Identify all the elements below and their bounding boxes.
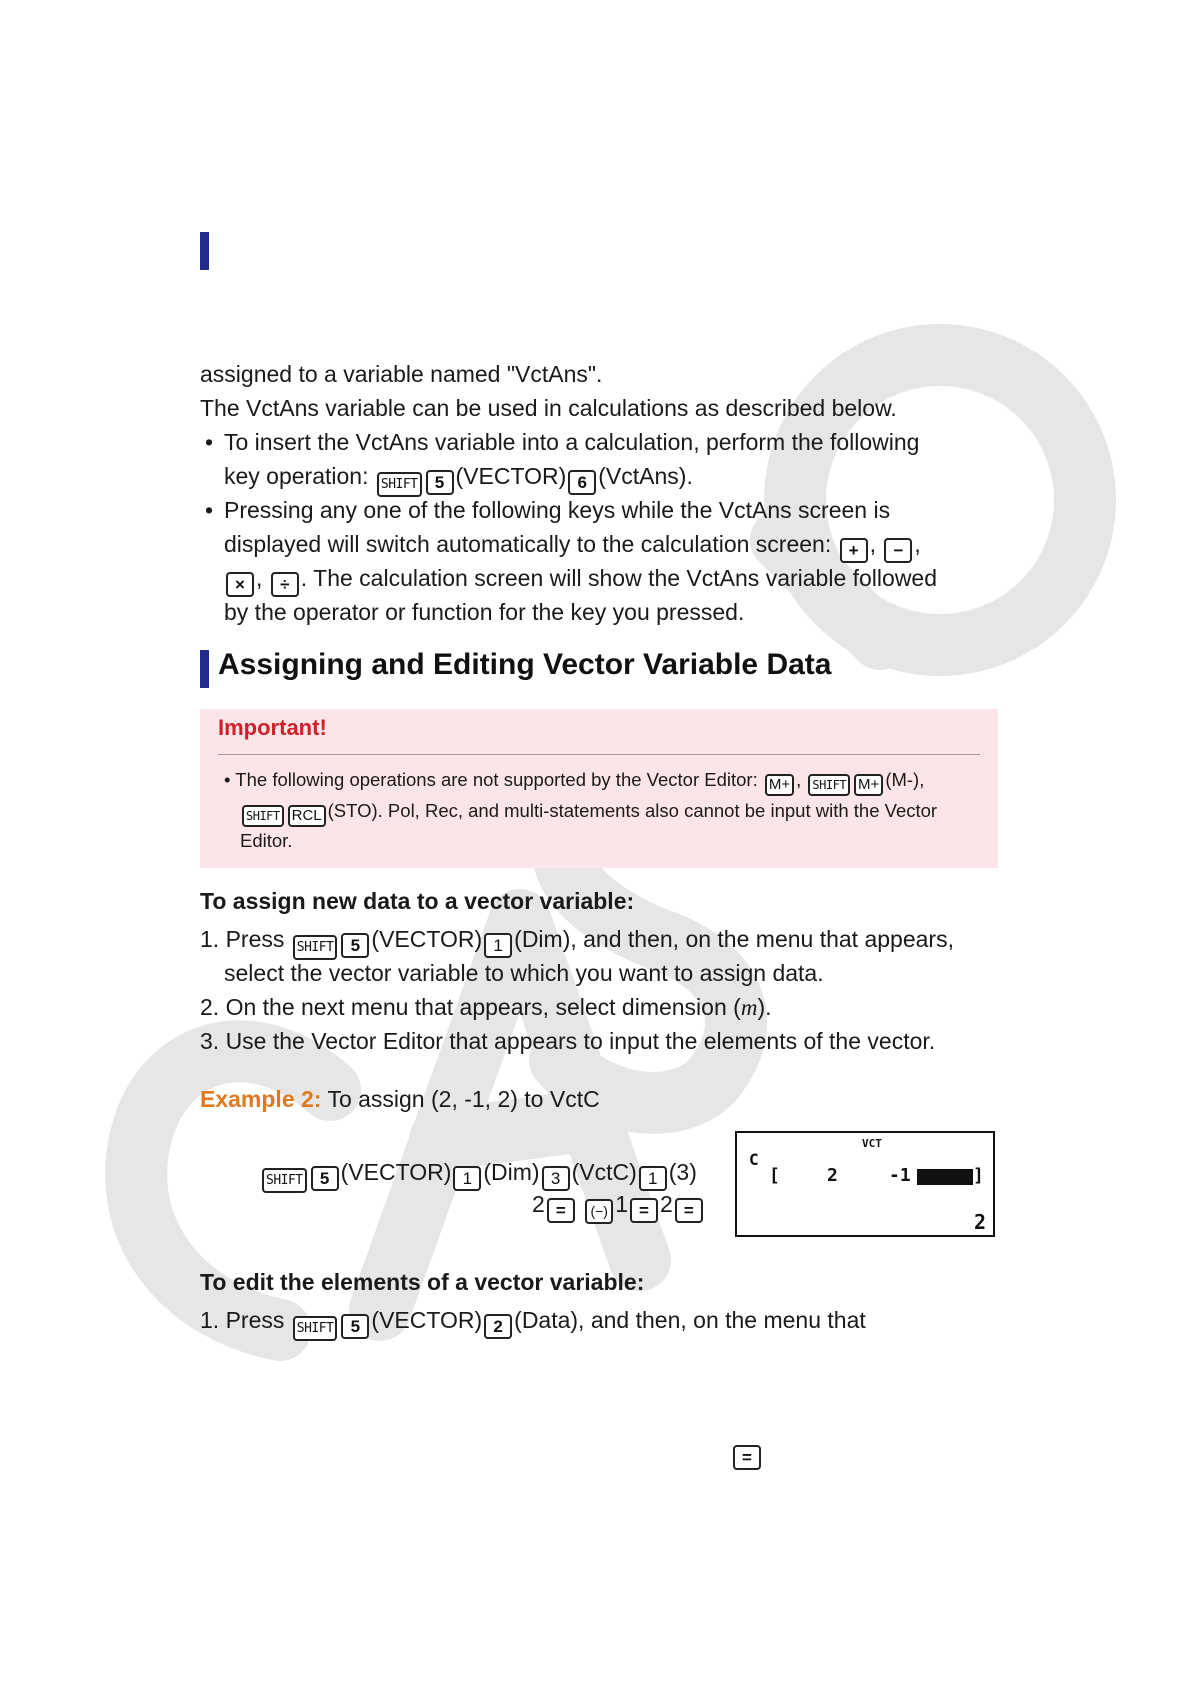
assign-step-2-text: 2. On the next menu that appears, select dimension (: [200, 994, 741, 1020]
edit-step-1: [200, 1303, 866, 1341]
bullet-dot: •: [224, 769, 231, 790]
important-line-1-text: The following operations are not supported by the Vector Editor:: [235, 769, 758, 790]
one-key-icon: 1: [484, 933, 512, 958]
shift-key-icon: SHIFT: [262, 1168, 307, 1193]
digit: 2: [659, 1191, 673, 1217]
comma: ,: [869, 531, 877, 557]
shift-key-icon: SHIFT: [808, 774, 850, 796]
heading-marker: [200, 650, 209, 688]
mminus-label: (M-),: [885, 769, 925, 790]
digit: 1: [615, 1191, 628, 1217]
assign-step-2: [200, 990, 772, 1025]
display-open-bracket: [: [769, 1165, 780, 1186]
times-key-icon: ×: [226, 572, 254, 597]
five-key-icon: 5: [311, 1166, 339, 1191]
five-key-icon: 5: [341, 933, 369, 958]
mplus-key-icon: M+: [854, 774, 883, 796]
calculator-display: [735, 1131, 995, 1237]
press-text: 1. Press: [200, 1307, 285, 1333]
vector-label: (VECTOR): [340, 1159, 452, 1185]
negative-key-icon: (−): [585, 1199, 613, 1224]
comma: ,: [914, 531, 921, 557]
shift-key-icon: SHIFT: [293, 1316, 338, 1341]
bullet2-line-1: Pressing any one of the following keys while the VctAns screen is: [224, 497, 891, 523]
bullet2-line-3-text: . The calculation screen will show the VctAns variable followed: [300, 565, 938, 591]
display-close-bracket: ]: [973, 1165, 984, 1186]
bullet2-line-2: [224, 527, 921, 563]
example-keys-line-2: [532, 1187, 705, 1224]
important-line-2: [240, 796, 937, 827]
vector-label: (VECTOR): [371, 926, 483, 952]
intro-line-1: assigned to a variable named "VctAns".: [200, 361, 603, 387]
edit-step-1-text: (Data), and then, on the menu that: [514, 1307, 866, 1333]
bullet-dot-2: •: [205, 497, 214, 523]
bullet-dot-1: •: [205, 429, 214, 455]
plus-key-icon: +: [840, 538, 868, 563]
example-line: [200, 1082, 600, 1116]
equals-key-icon: =: [630, 1198, 658, 1223]
example-text: To assign (2, -1, 2) to VctC: [327, 1086, 600, 1112]
shift-key-icon: SHIFT: [377, 472, 422, 497]
six-key-icon: 6: [568, 470, 596, 495]
heading-marker-top: [200, 232, 209, 270]
equals-key-bottom: [731, 1434, 763, 1470]
display-cursor-block: [917, 1169, 973, 1185]
five-key-icon: 5: [341, 1314, 369, 1339]
assign-step-2-end: ).: [757, 994, 772, 1020]
assign-heading: To assign new data to a vector variable:: [200, 888, 635, 914]
bullet1-line-1: To insert the VctAns variable into a calculation, perform the following: [224, 429, 920, 455]
display-value-2: -1: [889, 1165, 911, 1186]
vector-label: (VECTOR): [455, 463, 567, 489]
equals-key-icon: =: [547, 1198, 575, 1223]
vector-label: (VECTOR): [371, 1307, 483, 1333]
dim-label: (Dim): [483, 1159, 540, 1185]
example-label: Example 2:: [200, 1086, 322, 1112]
vctc-label: (VctC): [571, 1159, 637, 1185]
press-text: 1. Press: [200, 926, 285, 952]
vctans-label: (VctAns).: [598, 463, 693, 489]
important-box: [200, 709, 998, 868]
digit: 2: [532, 1191, 545, 1217]
bullet1-line-2: [224, 459, 693, 497]
five-key-icon: 5: [426, 470, 454, 495]
assign-step-1-line-2: select the vector variable to which you want to assign data.: [224, 960, 824, 986]
minus-key-icon: −: [884, 538, 912, 563]
assign-step-1-text: (Dim), and then, on the menu that appears,: [514, 926, 954, 952]
bullet2-line-4: by the operator or function for the key you pressed.: [224, 599, 745, 625]
assign-step-1: [200, 922, 954, 960]
two-key-icon: 2: [484, 1314, 512, 1339]
display-result: 2: [974, 1210, 987, 1234]
display-value-1: 2: [827, 1165, 838, 1186]
mplus-key-icon: M+: [765, 774, 794, 796]
three-key-icon: 3: [542, 1166, 570, 1191]
comma: ,: [796, 769, 802, 790]
bullet2-line-3: [224, 561, 937, 597]
important-divider: [218, 754, 980, 755]
one-key-icon: 1: [639, 1166, 667, 1191]
key-operation-text: key operation:: [224, 463, 369, 489]
one-key-icon: 1: [453, 1166, 481, 1191]
display-corner-c: C: [749, 1150, 759, 1169]
important-line-1: [224, 765, 924, 796]
three-label: (3): [668, 1159, 697, 1185]
vct-indicator: VCT: [862, 1137, 882, 1150]
section-title: Assigning and Editing Vector Variable Data: [218, 648, 832, 681]
divide-key-icon: ÷: [271, 572, 299, 597]
assign-step-3: 3. Use the Vector Editor that appears to input the elements of the vector.: [200, 1028, 936, 1054]
rcl-key-icon: RCL: [288, 805, 326, 827]
shift-key-icon: SHIFT: [242, 805, 284, 827]
edit-heading: To edit the elements of a vector variable:: [200, 1269, 645, 1295]
dimension-variable: m: [740, 995, 758, 1020]
important-title: Important!: [218, 715, 327, 740]
bullet2-line-2-text: displayed will switch automatically to the calculation screen:: [224, 531, 832, 557]
important-line-3: Editor.: [240, 830, 293, 851]
shift-key-icon: SHIFT: [293, 935, 338, 960]
equals-key-icon: =: [733, 1445, 761, 1470]
intro-line-2: The VctAns variable can be used in calculations as described below.: [200, 395, 897, 421]
comma: ,: [256, 565, 263, 591]
important-line-2-text: (STO). Pol, Rec, and multi-statements also cannot be input with the Vector: [327, 800, 938, 821]
equals-key-icon: =: [675, 1198, 703, 1223]
